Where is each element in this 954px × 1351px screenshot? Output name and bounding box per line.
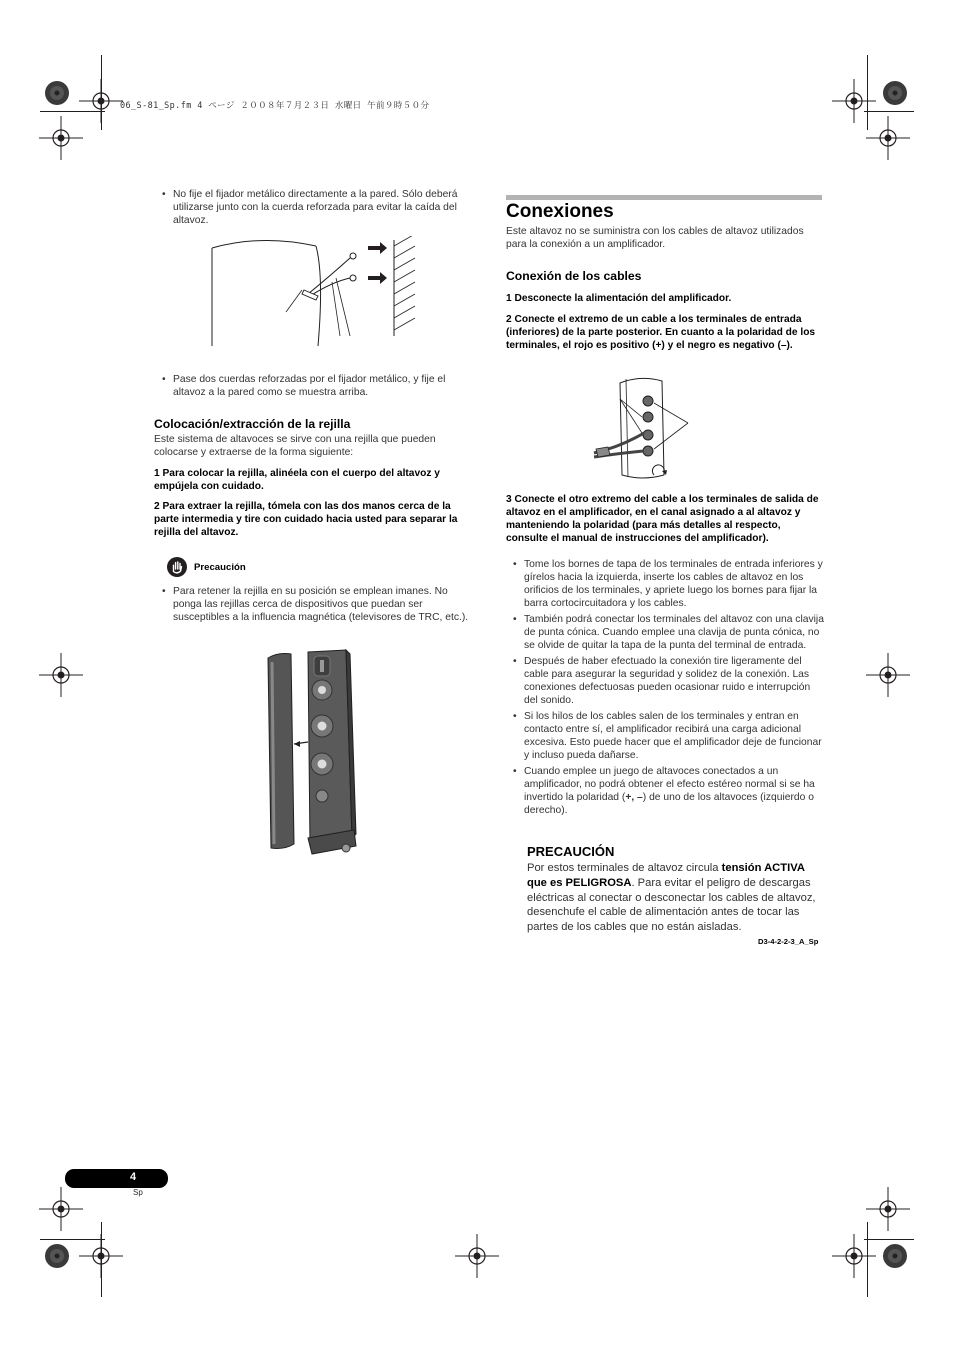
page-language: Sp [133, 1188, 143, 1197]
registration-target-icon [832, 1234, 876, 1278]
registration-target-icon [866, 116, 910, 160]
bullets-caution [154, 585, 470, 624]
registration-target-icon [866, 653, 910, 697]
registration-target-icon [39, 116, 83, 160]
reference-code: D3-4-2-2-3_A_Sp [758, 937, 819, 946]
section-intro: Este altavoz no se suministra con los cables de altavoz utilizados para la conexión a un amplificador. [506, 226, 804, 250]
registration-target-icon [455, 1234, 499, 1278]
last-bullet-pre: Cuando emplee un juego de altavoces conectados a un amplificador, no podrá obtener el efecto estéreo normal si se ha invertido la polaridad ( [524, 766, 815, 803]
page-number: 4 [130, 1171, 137, 1183]
grille-step-2: 2 Para extraer la rejilla, tómela con las dos manos cerca de la parte intermedia y tire con cuidado hacia usted para separar la rejilla del altavoz. [154, 501, 458, 538]
list-item: • No fije el fijador metálico directamente a la pared. Sólo deberá utilizarse junto con la cuerda reforzada para evitar la caída del altavoz. [154, 188, 470, 227]
grille-intro: Este sistema de altavoces se sirve con una rejilla que pueden colocarse y extraerse de la forma siguiente: [154, 434, 436, 458]
registration-target-icon [39, 653, 83, 697]
list-item: • Pase dos cuerdas reforzadas por el fijador metálico, y fije el altavoz a la pared como se muestra arriba. [154, 373, 470, 399]
caution-hand-icon [167, 557, 187, 577]
section-title: Conexiones [506, 201, 614, 222]
terminals-illustration [592, 375, 692, 483]
caution-text [527, 861, 823, 935]
color-dot-icon [882, 1243, 908, 1269]
color-dot-icon [882, 80, 908, 106]
caution-post: . Para evitar el peligro de descargas eléctricas al conectar o desconectar los cables de altavoz, desenchufe el cable de alimentación antes de tocar las partes de los cables que no están aisladas. [527, 876, 816, 934]
cables-step-2: 2 Conecte el extremo de un cable a los terminales de entrada (inferiores) de la parte posterior. En cuanto a la polaridad de los terminales, el rojo es positivo (+) y el negro es negativo (–). [506, 314, 816, 351]
caution-heading: PRECAUCIÓN [527, 844, 615, 859]
list-item: • También podrá conectar los terminales del altavoz con una clavija de punta cónica. Cuando emplee una clavija de punta cónica, no se olvide de quitar la tapa de la punta del terminal de entrada. [506, 613, 824, 652]
caution-bold: tensión ACTIVA que es PELIGROSA [527, 862, 805, 889]
last-bullet-post: ) de uno de los altavoces (izquierdo o derecho). [524, 792, 814, 816]
color-dot-icon [44, 1243, 70, 1269]
registration-target-icon [79, 1234, 123, 1278]
cables-heading: Conexión de los cables [506, 269, 642, 283]
list-item: • Si los hilos de los cables salen de los terminales y entran en contacto entre sí, el amplificador recibirá una carga adicional excesiva. Esto puede hacer que el amplificador deje de funcionar y incluso pueda dañarse. [506, 710, 824, 762]
registration-target-icon [866, 1187, 910, 1231]
color-dot-icon [44, 80, 70, 106]
section-rule [506, 195, 822, 200]
wall-fixing-illustration [208, 236, 422, 350]
print-header: 06_S-81_Sp.fm 4 ページ ２００８年７月２３日 水曜日 午前９時５０分 [120, 101, 430, 111]
cables-bullets [506, 558, 824, 820]
bullets-mid [154, 373, 470, 399]
precaution-label: Precaución [194, 562, 246, 573]
cables-step-1: 1 Desconecte la alimentación del amplificador. [506, 293, 732, 304]
speaker-grille-illustration [264, 648, 364, 856]
bullets-top [154, 188, 470, 227]
registration-target-icon [79, 79, 123, 123]
polarity-symbols: +, – [625, 792, 643, 803]
list-item: • Tome los bornes de tapa de los terminales de entrada inferiores y gírelos hacia la izquierda, inserte los cables de altavoz en los orificios de los terminales, y apriete luego los bornes para fijar la barra cortocircuitadora y los cables. [506, 558, 824, 610]
caution-pre: Por estos terminales de altavoz circula [527, 862, 722, 874]
registration-target-icon [39, 1187, 83, 1231]
grille-step-1: 1 Para colocar la rejilla, alinéela con el cuerpo del altavoz y empújela con cuidado. [154, 468, 440, 492]
list-item: • Después de haber efectuado la conexión tire ligeramente del cable para asegurar la seguridad y solidez de la conexión. Las conexiones defectuosas pueden ocasionar ruido e interrupción del sonido. [506, 655, 824, 707]
page-tab [65, 1169, 168, 1188]
list-item: • Para retener la rejilla en su posición se emplean imanes. No ponga las rejillas cerca de dispositivos que puedan ser susceptibles a la influencia magnética (televisores de TRC, etc.). [154, 585, 470, 624]
cables-step-3: 3 Conecte el otro extremo del cable a los terminales de salida de altavoz en el amplificador, en el canal asignado a al altavoz y manteniendo la polaridad (para más detalles al respecto, consulte el manual de instrucciones del amplificador). [506, 494, 819, 544]
list-item [506, 765, 824, 817]
grille-heading: Colocación/extracción de la rejilla [154, 417, 351, 431]
